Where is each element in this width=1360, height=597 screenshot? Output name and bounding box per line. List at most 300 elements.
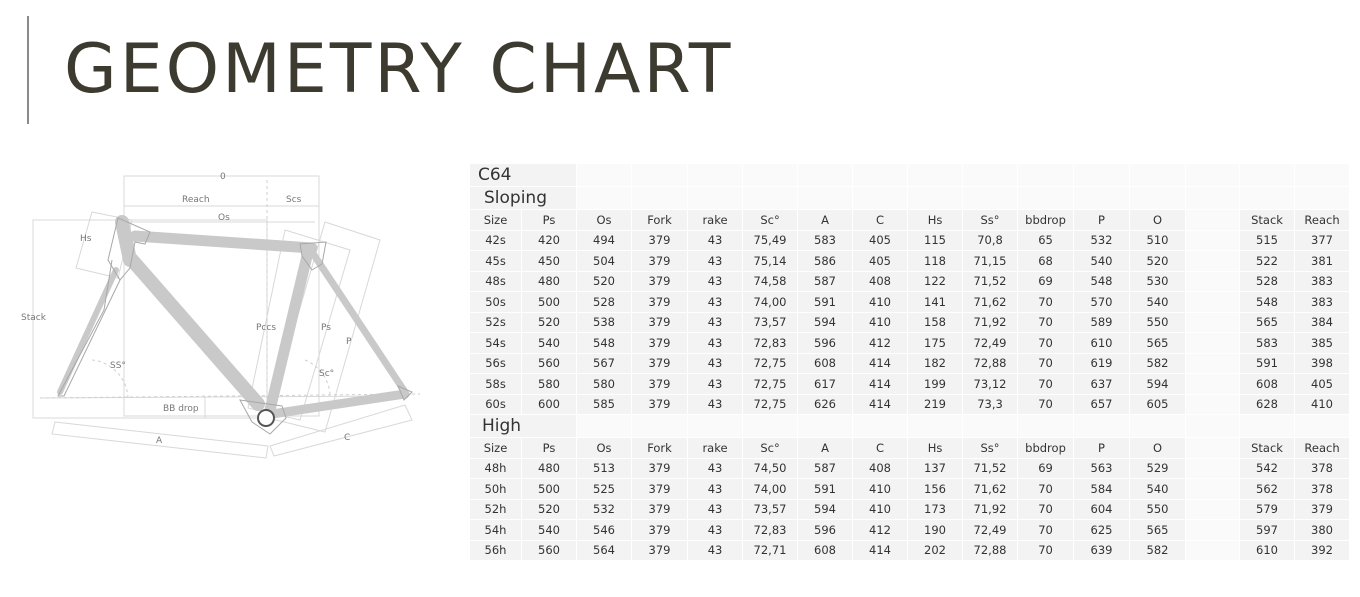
table-cell: 408 xyxy=(853,459,908,480)
table-cell: 383 xyxy=(1295,292,1350,313)
table-cell: 564 xyxy=(577,541,632,562)
table-cell: 75,49 xyxy=(743,231,798,252)
empty-cell xyxy=(1074,415,1130,438)
column-header: P xyxy=(1074,210,1130,231)
table-cell: 540 xyxy=(1074,251,1130,272)
table-cell: 68 xyxy=(1018,251,1074,272)
table-cell: 585 xyxy=(577,395,632,416)
empty-cell xyxy=(1074,187,1130,210)
table-cell: 43 xyxy=(688,231,743,252)
empty-cell xyxy=(798,164,853,187)
empty-cell xyxy=(1018,415,1074,438)
table-cell: 540 xyxy=(1130,479,1186,500)
table-cell: 405 xyxy=(853,231,908,252)
empty-cell xyxy=(908,415,963,438)
table-cell: 219 xyxy=(908,395,963,416)
table-cell: 71,62 xyxy=(963,479,1018,500)
table-cell: 71,62 xyxy=(963,292,1018,313)
table-cell: 594 xyxy=(798,313,853,334)
table-cell: 73,57 xyxy=(743,313,798,334)
table-cell: 70 xyxy=(1018,395,1074,416)
table-cell: 405 xyxy=(853,251,908,272)
empty-cell xyxy=(853,187,908,210)
diagram-label-hs: Hs xyxy=(80,234,92,244)
empty-cell xyxy=(1240,415,1295,438)
table-cell: 546 xyxy=(577,520,632,541)
empty-cell xyxy=(688,187,743,210)
group-title-row xyxy=(470,187,1350,210)
table-cell: 43 xyxy=(688,520,743,541)
geometry-table-container xyxy=(470,164,1350,561)
table-cell: 379 xyxy=(632,395,688,416)
table-cell: 610 xyxy=(1074,333,1130,354)
table-cell: 515 xyxy=(1240,231,1295,252)
table-cell: 379 xyxy=(632,292,688,313)
table-cell: 596 xyxy=(798,520,853,541)
column-header: Stack xyxy=(1240,438,1295,459)
table-cell: 412 xyxy=(853,520,908,541)
column-header: Ss° xyxy=(963,210,1018,231)
column-header: Ss° xyxy=(963,438,1018,459)
empty-cell xyxy=(577,415,632,438)
empty-cell xyxy=(743,415,798,438)
table-cell: 637 xyxy=(1074,374,1130,395)
column-header: rake xyxy=(688,438,743,459)
table-cell: 70 xyxy=(1018,333,1074,354)
table-cell: 190 xyxy=(908,520,963,541)
table-cell: 584 xyxy=(1074,479,1130,500)
table-cell: 70 xyxy=(1018,374,1074,395)
table-cell: 75,14 xyxy=(743,251,798,272)
table-cell: 74,00 xyxy=(743,479,798,500)
table-cell: 548 xyxy=(1240,292,1295,313)
empty-cell xyxy=(908,187,963,210)
table-cell: 74,58 xyxy=(743,272,798,293)
table-cell: 379 xyxy=(632,231,688,252)
table-cell: 605 xyxy=(1130,395,1186,416)
diagram-label-stack: Stack xyxy=(21,313,46,323)
table-cell: 414 xyxy=(853,374,908,395)
table-cell: 500 xyxy=(522,479,577,500)
model-title: C64 xyxy=(470,164,577,187)
table-cell: 70 xyxy=(1018,292,1074,313)
table-cell: 71,52 xyxy=(963,272,1018,293)
table-cell xyxy=(1186,292,1240,313)
table-cell: 504 xyxy=(577,251,632,272)
table-cell: 73,12 xyxy=(963,374,1018,395)
table-cell: 70 xyxy=(1018,479,1074,500)
head-tube xyxy=(122,222,130,260)
table-cell: 156 xyxy=(908,479,963,500)
table-cell: 70 xyxy=(1018,541,1074,562)
table-row xyxy=(470,459,1350,480)
empty-cell xyxy=(1130,415,1186,438)
column-header: Hs xyxy=(908,438,963,459)
table-cell: 43 xyxy=(688,374,743,395)
table-cell xyxy=(1186,251,1240,272)
table-cell: 43 xyxy=(688,354,743,375)
table-cell xyxy=(1186,313,1240,334)
table-cell: 383 xyxy=(1295,272,1350,293)
table-cell: 628 xyxy=(1240,395,1295,416)
table-cell: 410 xyxy=(853,313,908,334)
table-cell: 626 xyxy=(798,395,853,416)
table-cell: 410 xyxy=(853,500,908,521)
table-cell: 381 xyxy=(1295,251,1350,272)
table-cell: 405 xyxy=(1295,374,1350,395)
bottom-bracket xyxy=(258,410,274,426)
table-cell: 379 xyxy=(632,479,688,500)
empty-cell xyxy=(1018,187,1074,210)
table-cell: 377 xyxy=(1295,231,1350,252)
column-header: O xyxy=(1130,438,1186,459)
table-cell: 567 xyxy=(577,354,632,375)
table-cell: 538 xyxy=(577,313,632,334)
column-header: Stack xyxy=(1240,210,1295,231)
table-cell: 619 xyxy=(1074,354,1130,375)
table-cell: 122 xyxy=(908,272,963,293)
table-cell: 50s xyxy=(470,292,522,313)
column-header: bbdrop xyxy=(1018,210,1074,231)
table-cell: 182 xyxy=(908,354,963,375)
table-cell: 480 xyxy=(522,459,577,480)
empty-cell xyxy=(632,164,688,187)
table-cell: 72,49 xyxy=(963,520,1018,541)
table-cell: 175 xyxy=(908,333,963,354)
table-cell: 74,50 xyxy=(743,459,798,480)
table-cell xyxy=(1186,395,1240,416)
column-header: Hs xyxy=(908,210,963,231)
table-cell: 60s xyxy=(470,395,522,416)
table-cell: 528 xyxy=(577,292,632,313)
table-cell: 657 xyxy=(1074,395,1130,416)
table-cell: 52h xyxy=(470,500,522,521)
top-tube xyxy=(135,236,312,248)
table-row xyxy=(470,231,1350,252)
table-cell: 639 xyxy=(1074,541,1130,562)
table-cell: 48s xyxy=(470,272,522,293)
table-cell: 43 xyxy=(688,541,743,562)
column-header: Size xyxy=(470,210,522,231)
table-cell: 73,3 xyxy=(963,395,1018,416)
table-cell: 379 xyxy=(632,251,688,272)
table-cell: 71,52 xyxy=(963,459,1018,480)
table-row xyxy=(470,272,1350,293)
column-header: Fork xyxy=(632,438,688,459)
table-cell: 379 xyxy=(632,333,688,354)
empty-cell xyxy=(743,187,798,210)
table-cell: 550 xyxy=(1130,313,1186,334)
table-row xyxy=(470,479,1350,500)
empty-cell xyxy=(688,164,743,187)
group-title: High xyxy=(470,415,577,438)
diagram-label-scs: Scs xyxy=(286,195,302,205)
empty-cell xyxy=(1295,164,1350,187)
empty-cell xyxy=(1295,415,1350,438)
table-cell: 560 xyxy=(522,354,577,375)
table-cell: 72,75 xyxy=(743,395,798,416)
table-cell: 580 xyxy=(577,374,632,395)
table-cell: 583 xyxy=(798,231,853,252)
table-cell: 70 xyxy=(1018,354,1074,375)
table-cell: 72,75 xyxy=(743,374,798,395)
table-cell: 608 xyxy=(798,354,853,375)
table-cell: 520 xyxy=(522,500,577,521)
table-cell: 500 xyxy=(522,292,577,313)
table-cell: 43 xyxy=(688,272,743,293)
table-cell: 600 xyxy=(522,395,577,416)
empty-cell xyxy=(1295,187,1350,210)
column-header: O xyxy=(1130,210,1186,231)
table-cell: 510 xyxy=(1130,231,1186,252)
table-cell: 69 xyxy=(1018,272,1074,293)
table-cell: 70 xyxy=(1018,500,1074,521)
empty-cell xyxy=(908,164,963,187)
table-cell: 65 xyxy=(1018,231,1074,252)
column-header: Ps xyxy=(522,210,577,231)
table-cell xyxy=(1186,333,1240,354)
column-header: Size xyxy=(470,438,522,459)
column-header: C xyxy=(853,438,908,459)
table-cell: 43 xyxy=(688,313,743,334)
header-row xyxy=(470,438,1350,459)
diagram-label-reach: Reach xyxy=(182,195,210,205)
table-cell: 56h xyxy=(470,541,522,562)
table-cell: 72,49 xyxy=(963,333,1018,354)
table-cell: 610 xyxy=(1240,541,1295,562)
table-cell: 45s xyxy=(470,251,522,272)
table-cell xyxy=(1186,520,1240,541)
table-cell: 570 xyxy=(1074,292,1130,313)
table-row xyxy=(470,354,1350,375)
table-cell: 380 xyxy=(1295,520,1350,541)
table-cell: 384 xyxy=(1295,313,1350,334)
table-cell: 43 xyxy=(688,459,743,480)
table-cell: 137 xyxy=(908,459,963,480)
group-title-row xyxy=(470,415,1350,438)
table-cell: 72,88 xyxy=(963,354,1018,375)
diagram-label-sc: Sc° xyxy=(319,369,335,379)
table-cell: 43 xyxy=(688,500,743,521)
table-cell: 379 xyxy=(632,520,688,541)
empty-cell xyxy=(1186,415,1240,438)
table-cell: 591 xyxy=(798,292,853,313)
table-cell: 529 xyxy=(1130,459,1186,480)
empty-cell xyxy=(632,187,688,210)
empty-cell xyxy=(1186,187,1240,210)
empty-cell xyxy=(1240,187,1295,210)
table-cell: 73,57 xyxy=(743,500,798,521)
table-cell: 199 xyxy=(908,374,963,395)
table-cell: 379 xyxy=(632,374,688,395)
table-cell: 520 xyxy=(577,272,632,293)
diagram-label-p: P xyxy=(346,337,352,347)
table-cell: 560 xyxy=(522,541,577,562)
table-cell: 158 xyxy=(908,313,963,334)
table-cell: 379 xyxy=(632,272,688,293)
table-row xyxy=(470,520,1350,541)
table-cell: 520 xyxy=(522,313,577,334)
empty-cell xyxy=(798,187,853,210)
table-cell: 69 xyxy=(1018,459,1074,480)
table-cell xyxy=(1186,354,1240,375)
table-cell: 525 xyxy=(577,479,632,500)
table-cell: 71,92 xyxy=(963,500,1018,521)
column-header: Os xyxy=(577,210,632,231)
o-dimension-box xyxy=(124,176,319,416)
table-cell: 540 xyxy=(522,333,577,354)
table-cell: 43 xyxy=(688,251,743,272)
empty-cell xyxy=(1186,164,1240,187)
table-cell: 542 xyxy=(1240,459,1295,480)
table-cell: 56s xyxy=(470,354,522,375)
table-cell: 414 xyxy=(853,354,908,375)
table-cell xyxy=(1186,479,1240,500)
diagram-label-a: A xyxy=(156,436,163,446)
empty-cell xyxy=(1130,187,1186,210)
table-cell: 385 xyxy=(1295,333,1350,354)
empty-cell xyxy=(688,415,743,438)
table-cell: 410 xyxy=(853,479,908,500)
table-cell: 54s xyxy=(470,333,522,354)
table-cell: 532 xyxy=(1074,231,1130,252)
diagram-label-ss: SS° xyxy=(110,361,126,371)
table-cell: 591 xyxy=(1240,354,1295,375)
table-row xyxy=(470,292,1350,313)
table-cell: 597 xyxy=(1240,520,1295,541)
table-cell: 115 xyxy=(908,231,963,252)
empty-cell xyxy=(798,415,853,438)
table-cell: 378 xyxy=(1295,479,1350,500)
table-cell: 604 xyxy=(1074,500,1130,521)
table-cell: 579 xyxy=(1240,500,1295,521)
table-cell: 379 xyxy=(632,354,688,375)
column-header: Sc° xyxy=(743,438,798,459)
table-cell xyxy=(1186,500,1240,521)
table-cell: 625 xyxy=(1074,520,1130,541)
empty-cell xyxy=(963,415,1018,438)
empty-cell xyxy=(853,415,908,438)
table-cell: 379 xyxy=(632,500,688,521)
table-row xyxy=(470,500,1350,521)
table-cell xyxy=(1186,541,1240,562)
column-header: Fork xyxy=(632,210,688,231)
table-cell: 582 xyxy=(1130,354,1186,375)
table-cell: 528 xyxy=(1240,272,1295,293)
table-cell: 594 xyxy=(1130,374,1186,395)
table-cell: 42s xyxy=(470,231,522,252)
column-header: Ps xyxy=(522,438,577,459)
table-cell: 608 xyxy=(1240,374,1295,395)
frame-geometry-diagram xyxy=(0,160,440,470)
table-cell: 71,92 xyxy=(963,313,1018,334)
table-cell: 43 xyxy=(688,292,743,313)
table-cell: 379 xyxy=(632,541,688,562)
table-cell xyxy=(1186,272,1240,293)
table-cell: 596 xyxy=(798,333,853,354)
table-cell: 565 xyxy=(1240,313,1295,334)
table-cell: 72,71 xyxy=(743,541,798,562)
table-cell: 565 xyxy=(1130,333,1186,354)
table-cell: 594 xyxy=(798,500,853,521)
table-row xyxy=(470,333,1350,354)
table-cell: 548 xyxy=(577,333,632,354)
table-cell: 72,75 xyxy=(743,354,798,375)
table-cell: 410 xyxy=(853,292,908,313)
table-cell: 379 xyxy=(1295,500,1350,521)
diagram-label-ps: Ps xyxy=(321,323,331,333)
column-header: Sc° xyxy=(743,210,798,231)
table-cell: 141 xyxy=(908,292,963,313)
table-cell: 520 xyxy=(1130,251,1186,272)
table-row xyxy=(470,313,1350,334)
table-cell: 589 xyxy=(1074,313,1130,334)
column-header: Reach xyxy=(1295,210,1350,231)
table-cell: 58s xyxy=(470,374,522,395)
table-cell: 202 xyxy=(908,541,963,562)
empty-cell xyxy=(1018,164,1074,187)
table-row xyxy=(470,541,1350,562)
column-header: Os xyxy=(577,438,632,459)
table-cell: 582 xyxy=(1130,541,1186,562)
table-cell: 412 xyxy=(853,333,908,354)
table-cell: 43 xyxy=(688,395,743,416)
column-header xyxy=(1186,438,1240,459)
table-cell: 71,15 xyxy=(963,251,1018,272)
table-cell: 522 xyxy=(1240,251,1295,272)
empty-cell xyxy=(577,164,632,187)
table-cell: 414 xyxy=(853,541,908,562)
table-cell: 54h xyxy=(470,520,522,541)
empty-cell xyxy=(632,415,688,438)
empty-cell xyxy=(1240,164,1295,187)
table-cell: 72,83 xyxy=(743,520,798,541)
table-cell: 563 xyxy=(1074,459,1130,480)
table-cell: 548 xyxy=(1074,272,1130,293)
table-cell: 408 xyxy=(853,272,908,293)
table-cell: 72,88 xyxy=(963,541,1018,562)
table-cell: 494 xyxy=(577,231,632,252)
table-cell: 379 xyxy=(632,313,688,334)
table-cell: 43 xyxy=(688,479,743,500)
table-row xyxy=(470,251,1350,272)
table-cell: 70 xyxy=(1018,520,1074,541)
table-cell: 379 xyxy=(632,459,688,480)
column-header: bbdrop xyxy=(1018,438,1074,459)
column-header: A xyxy=(798,210,853,231)
page-title: GEOMETRY CHART xyxy=(64,30,734,109)
diagram-label-o: 0 xyxy=(220,172,226,182)
table-cell: 48h xyxy=(470,459,522,480)
table-cell: 540 xyxy=(522,520,577,541)
column-header: Reach xyxy=(1295,438,1350,459)
table-cell: 530 xyxy=(1130,272,1186,293)
empty-cell xyxy=(1074,164,1130,187)
column-header: A xyxy=(798,438,853,459)
table-cell: 587 xyxy=(798,459,853,480)
table-cell: 565 xyxy=(1130,520,1186,541)
table-cell: 586 xyxy=(798,251,853,272)
table-row xyxy=(470,395,1350,416)
column-header xyxy=(1186,210,1240,231)
down-tube xyxy=(132,260,258,404)
table-cell: 587 xyxy=(798,272,853,293)
table-cell: 173 xyxy=(908,500,963,521)
table-cell: 480 xyxy=(522,272,577,293)
title-accent-bar xyxy=(27,16,29,124)
table-cell: 540 xyxy=(1130,292,1186,313)
table-cell: 450 xyxy=(522,251,577,272)
